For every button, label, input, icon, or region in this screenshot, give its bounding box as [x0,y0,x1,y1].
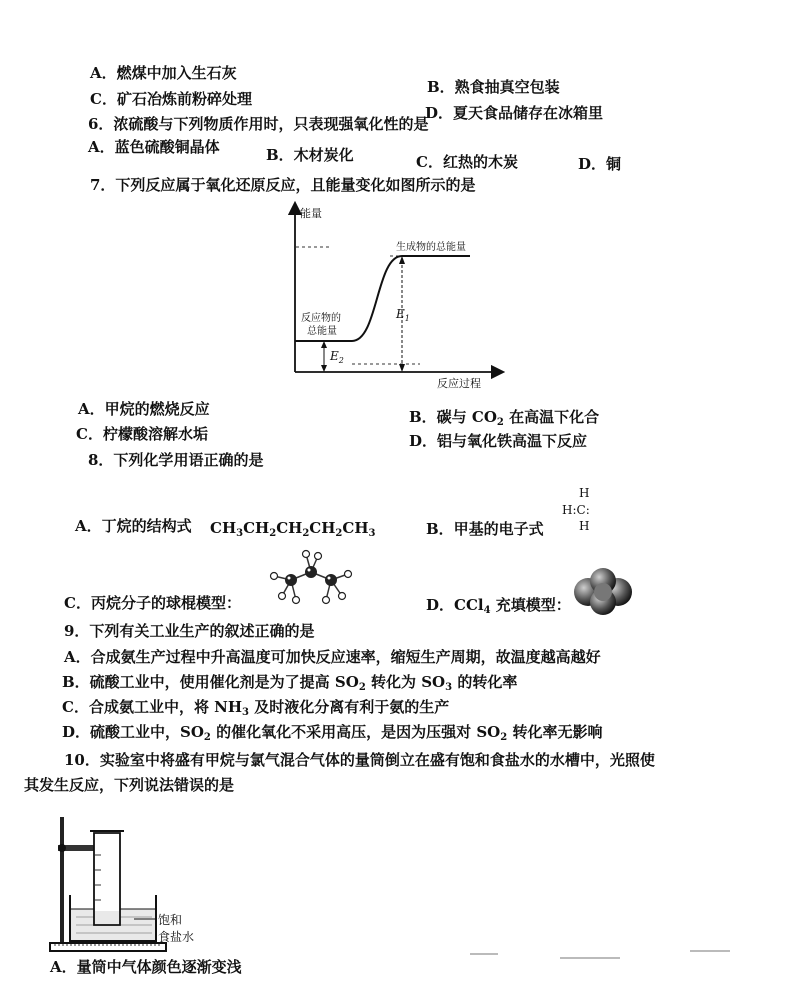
q10-option-a: A．量筒中气体颜色逐渐变浅 [50,958,242,976]
apparatus-label-2: 食盐水 [158,930,195,944]
q5-option-c: C．矿石冶炼前粉碎处理 [90,90,252,108]
q6-option-d: D．铜 [578,155,622,173]
e2-subscript: 2 [338,356,344,365]
x-axis-label: 反应过程 [437,377,481,390]
q5-option-d: D．夏天食品储存在冰箱里 [425,104,604,122]
e1-subscript: 1 [404,314,410,323]
scan-smudge [690,950,730,952]
q8-option-b-label: B．甲基的电子式 [426,520,544,538]
q8-option-d-label: D．CCl$_4$ 充填模型： [426,596,571,616]
q9-option-d: D．硫酸工业中，$SO_2$ 的催化氧化不采用高压，是因为压强对 $SO_2$ 转化率无影响 [62,723,603,743]
q5-option-b: B．熟食抽真空包装 [427,78,560,96]
energy-diagram [280,200,510,390]
q7-option-d: D．铝与氧化铁高温下反应 [409,432,588,450]
svg-text:E1 [395,307,410,323]
e2-label: E [330,349,339,363]
apparatus-label-1: 饱和 [158,913,183,927]
lab-apparatus [48,815,168,955]
methyl-h-top: H [579,486,590,500]
q6-option-b: B．木材炭化 [266,146,354,164]
q7-stem: 7．下列反应属于氧化还原反应，且能量变化如图所示的是 [90,176,476,194]
q9-option-c: C．合成氨工业中，将 $NH_3$ 及时液化分离有利于氨的生产 [62,698,450,718]
q9-option-b: B．硫酸工业中，使用催化剂是为了提高 $SO_2$ 转化为 $SO_3$ 的转化率 [62,673,518,693]
ccl4-space-filling-model [572,568,634,616]
q7-option-b: B．碳与 $CO_2$ 在高温下化合 [409,408,600,428]
q7-option-a: A．甲烷的燃烧反应 [78,400,210,418]
q5-option-a: A．燃煤中加入生石灰 [90,64,237,82]
q6-stem: 6．浓硫酸与下列物质作用时，只表现强氧化性的是 [88,115,429,133]
q6-option-a: A．蓝色硫酸铜晶体 [88,138,220,156]
methyl-h-bot: H [579,519,590,533]
q9-option-a: A．合成氨生产过程中升高温度可加快反应速率，缩短生产周期，故温度越高越好 [64,648,601,666]
q7-option-c: C．柠檬酸溶解水垢 [76,425,208,443]
q10-stem-line2: 其发生反应，下列说法错误的是 [24,776,235,794]
scan-smudge [560,957,620,959]
q9-stem: 9．下列有关工业生产的叙述正确的是 [64,622,315,640]
e1-label: E [396,307,405,321]
q6-option-c: C．红热的木炭 [416,153,518,171]
q8-option-c-label: C．丙烷分子的球棍模型： [64,594,241,612]
reactant-energy-label-1: 反应物的 [301,313,341,324]
q8-stem: 8．下列化学用语正确的是 [88,451,264,469]
y-axis-label: 能量 [300,207,322,220]
scan-smudge [470,953,498,955]
q10-stem-line1: 10．实验室中将盛有甲烷与氯气混合气体的量筒倒立在盛有饱和食盐水的水槽中，光照使 [64,751,655,769]
methyl-h-mid: H:C: [562,503,590,517]
butane-formula: $CH_3CH_2CH_2CH_2CH_3$ [210,519,376,539]
reactant-energy-label-2: 总能量 [307,326,337,337]
q8-option-a-label: A．丁烷的结构式 [75,517,192,535]
propane-ball-stick-model [266,548,356,608]
svg-text:E2 [329,349,344,365]
product-energy-label: 生成物的总能量 [396,242,466,253]
